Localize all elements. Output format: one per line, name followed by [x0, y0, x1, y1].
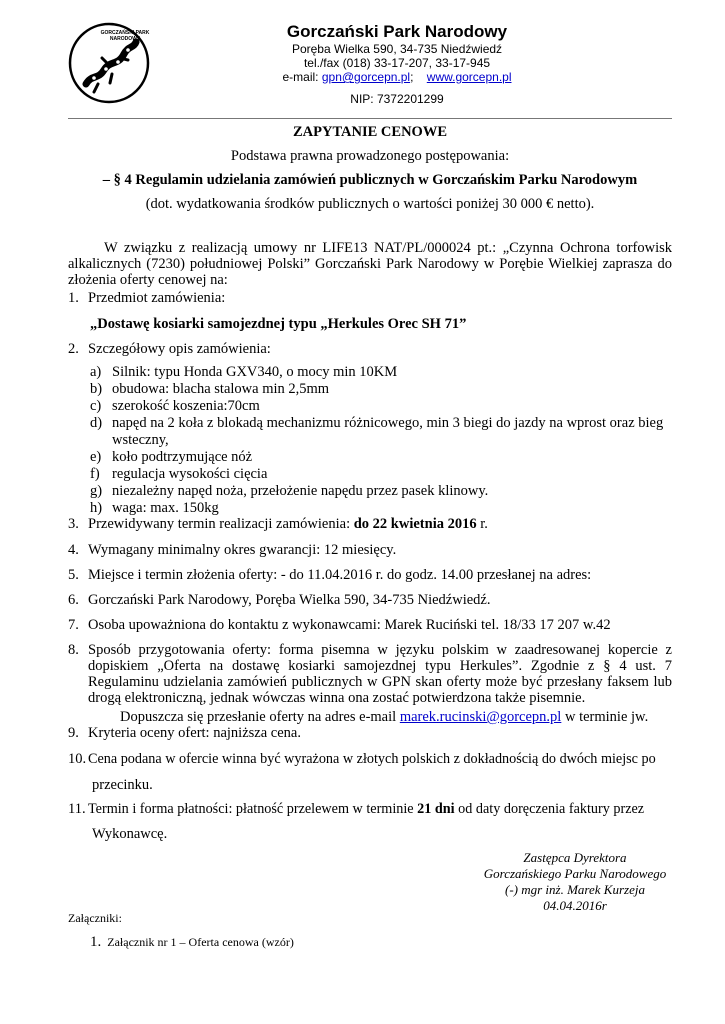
item-5-text: Miejsce i termin złożenia oferty: - do 11.04.2016 r. do godz. 14.00 przesłanej na adres:	[88, 567, 592, 583]
item-7-text: Osoba upoważniona do kontaktu z wykonawcami: Marek Ruciński tel. 18/33 17 207 w.42	[88, 617, 611, 633]
item-8-email-pre: Dopuszcza się przesłanie oferty na adres e-mail	[120, 709, 400, 725]
spec-b-letter: b)	[90, 381, 103, 397]
item-10-line2: przecinku.	[92, 777, 153, 793]
spec-c-text: szerokość koszenia:70cm	[112, 398, 260, 414]
item-10-line1: Cena podana w ofercie winna być wyrażona w złotych polskich z dokładnością do dwóch miejsc po	[88, 751, 656, 767]
item-10-number: 10.	[68, 751, 87, 767]
item-8-email-line	[120, 709, 648, 725]
legal-basis-intro: Podstawa prawna prowadzonego postępowania:	[230, 148, 510, 164]
order-subject: „Dostawę kosiarki samojezdnej typu „Herkules Orec SH 71”	[90, 316, 467, 332]
item-1-number: 1.	[68, 290, 79, 306]
spec-c-letter: c)	[90, 398, 102, 414]
item-7-number: 7.	[68, 617, 79, 633]
signature-line-1: Zastępca Dyrektora	[523, 850, 627, 865]
spec-g-letter: g)	[90, 483, 103, 499]
item-3-date: do 22 kwietnia 2016	[353, 516, 477, 532]
item-9-text: Kryteria oceny ofert: najniższa cena.	[88, 725, 301, 741]
logo-text: GORCZAŃSKI PARK NARODOWY	[100, 30, 150, 42]
email-label: e-mail:	[282, 70, 319, 84]
legal-note: (dot. wydatkowania środków publicznych o wartości poniżej 30 000 € netto).	[145, 196, 595, 212]
item-11-days: 21 dni	[417, 801, 455, 817]
attachments-label: Załączniki:	[68, 911, 122, 925]
item-6-text: Gorczański Park Narodowy, Poręba Wielka 590, 34-735 Niedźwiedź.	[88, 592, 491, 608]
item-1-text: Przedmiot zamówienia:	[88, 290, 226, 306]
intro-paragraph: W związku z realizacją umowy nr LIFE13 NAT/PL/000024 pt.: „Czynna Ochrona torfowisk alkalicznych (7230) południowej Polski” Gorczański Park Narodowy w Porębie Wielkiej zaprasza do złożenia oferty cenowej na:	[68, 240, 672, 288]
spec-b-text: obudowa: blacha stalowa min 2,5mm	[112, 381, 330, 397]
item-5-number: 5.	[68, 567, 79, 583]
institution-address: Poręba Wielka 590, 34-735 Niedźwiedź	[291, 42, 503, 56]
website-link[interactable]: www.gorcepn.pl	[426, 70, 512, 84]
signature-line-3: (-) mgr inż. Marek Kurzeja	[505, 882, 645, 897]
email-link[interactable]: gpn@gorcepn.pl	[321, 70, 411, 84]
spec-f-text: regulacja wysokości cięcia	[112, 466, 268, 482]
attachment-1-text: Załącznik nr 1 – Oferta cenowa (wzór)	[107, 935, 294, 949]
item-6-number: 6.	[68, 592, 79, 608]
item-3-text: Przewidywany termin realizacji zamówienia:	[88, 516, 351, 532]
item-11-number: 11.	[68, 801, 86, 817]
item-8-text: Sposób przygotowania oferty: forma pisemna w języku polskim w zaadresowanej kopercie z dopiskiem „Oferta na dostawę kosiarki samojezdnej typu Herkules”. Zgodnie z § 4 ust. 7 Regulaminu udzielania zamówień publicznych w GPN skan oferty może być przesłany faksem lub drogą elektroniczną, jednak wówczas winna ona zostać potwierdzona także pisemnie.	[88, 642, 672, 706]
spec-e-letter: e)	[90, 449, 102, 465]
item-4-text: Wymagany minimalny okres gwarancji: 12 miesięcy.	[88, 542, 397, 558]
attachment-1-number: 1.	[90, 934, 102, 950]
spec-d-text: napęd na 2 koła z blokadą mechanizmu różnicowego, min 3 biegi do jazdy na wprost oraz bieg wsteczny,	[112, 415, 664, 448]
spec-d	[90, 415, 672, 449]
item-3-suffix: r.	[476, 516, 488, 532]
item-8-number: 8.	[68, 642, 79, 658]
item-2-number: 2.	[68, 341, 79, 357]
signature-line-4: 04.04.2016r	[543, 898, 607, 913]
item-11-pre: Termin i forma płatności: płatność przelewem w terminie	[88, 801, 418, 817]
attachment-1	[90, 934, 294, 951]
institution-nip: NIP: 7372201299	[350, 92, 444, 106]
contact-email-link[interactable]: marek.rucinski@gorcepn.pl	[399, 709, 562, 725]
institution-phone: tel./fax (018) 33-17-207, 33-17-945	[303, 56, 491, 70]
spec-e-text: koło podtrzymujące nóż	[112, 449, 253, 465]
item-9-number: 9.	[68, 725, 79, 741]
item-2-text: Szczegółowy opis zamówienia:	[88, 341, 271, 357]
item-11-post: od daty doręczenia faktury przez	[454, 801, 645, 817]
park-logo	[68, 22, 150, 104]
item-4-number: 4.	[68, 542, 79, 558]
document-title: ZAPYTANIE CENOWE	[292, 124, 447, 140]
spec-h-letter: h)	[90, 500, 103, 516]
contact-separator: ;	[410, 70, 414, 84]
item-8-email-post: w terminie jw.	[561, 709, 649, 725]
institution-name: Gorczański Park Narodowy	[286, 22, 508, 41]
spec-f-letter: f)	[90, 466, 100, 482]
legal-basis: – § 4 Regulamin udzielania zamówień publicznych w Gorczańskim Parku Narodowym	[102, 172, 638, 188]
header-divider	[68, 118, 672, 119]
spec-a-letter: a)	[90, 364, 102, 380]
item-3-number: 3.	[68, 516, 79, 532]
spec-a-text: Silnik: typu Honda GXV340, o mocy min 10KM	[112, 364, 398, 380]
signature-line-2: Gorczańskiego Parku Narodowego	[483, 866, 667, 881]
item-11-line2: Wykonawcę.	[92, 826, 168, 842]
spec-g-text: niezależny napęd noża, przełożenie napędu przez pasek klinowy.	[112, 483, 489, 499]
spec-h-text: waga: max. 150kg	[112, 500, 219, 516]
spec-d-letter: d)	[90, 415, 103, 431]
institution-contact	[180, 70, 614, 84]
